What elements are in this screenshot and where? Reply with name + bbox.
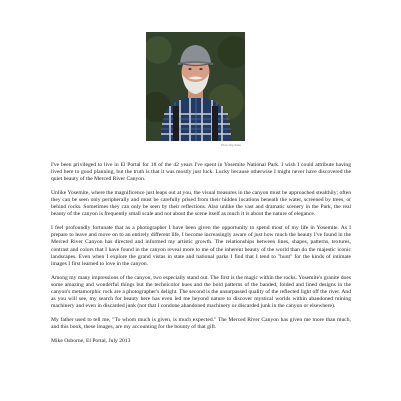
portrait-photo [146, 32, 245, 141]
paragraph: Unlike Yosemite, where the magnificence just leaps out at you, the visual treasures in the canyon must be approached stealthily; often they can be seen only peripherally and must be carefully prised from their hidden locations beneath the water, screened by trees, or behind rocks. Sometimes they can only be seen by their reflections. Also unlike the vast and dramatic scenery in the Park, the real beauty of the canyon is frequently small scale and not about the scene itself as much it is about the nature of elegance. [51, 190, 351, 218]
paragraph: My father used to tell me, "To whom much is given, is much expected." The Merced River Canyon has given me more than much, and this book, these images, are my accounting for the bounty of that gift. [51, 316, 351, 330]
paragraph: I've been privileged to live in El Portal for 18 of the 42 years I've spent in Yosemite National Park. I wish I could attribute having lived here to good planning, but the truth is that it was mostly just luck. Lucky because otherwise I might never have discovered the quiet beauty of the Merced River Canyon. [51, 162, 351, 183]
signature: Mike Osborne, El Portal, July 2013 [51, 337, 131, 344]
paragraph: Among my many impressions of the canyon, two especially stand out. The first is the magic within the rocks. Yosemite's granite does some amazing and wonderful things but the technicolor hues and the bold patterns of the banded, folded and lined designs in the canyon's metamorphic rock are a photographer's delight. The second is the unsurpassed quality of the reflected light off the river. And as you will see, my search for beauty here has even led me beyond nature to discover mystical worlds within abandoned mining machinery and even in discarded junk (not that I condone abandoned machinery or discarded junk in the canyon or elsewhere). [51, 274, 351, 309]
paragraph: I feel profoundly fortunate that as a photographer I have been given the opportunity to spend most of my life in Yosemite. As I prepare to leave and move on to an entirely different life, I become increasingly aware of just how much the beauty I've found in the Merced River Canyon has directed and informed my artistic growth. The relationships between lines, shapes, patterns, textures, contrast and colors that I have found in the canyon reveal more to me of the inherent beauty of the world than do the majestic iconic landscapes. Even when I explore the grand vistas in state and national parks I find that I tend to "hunt" for the kinds of intimate images I first learned to love in the canyon. [51, 225, 351, 267]
photo-credit: Photo: Ray Salas [221, 144, 242, 147]
body-text [51, 162, 351, 352]
portrait-illustration [146, 32, 245, 141]
